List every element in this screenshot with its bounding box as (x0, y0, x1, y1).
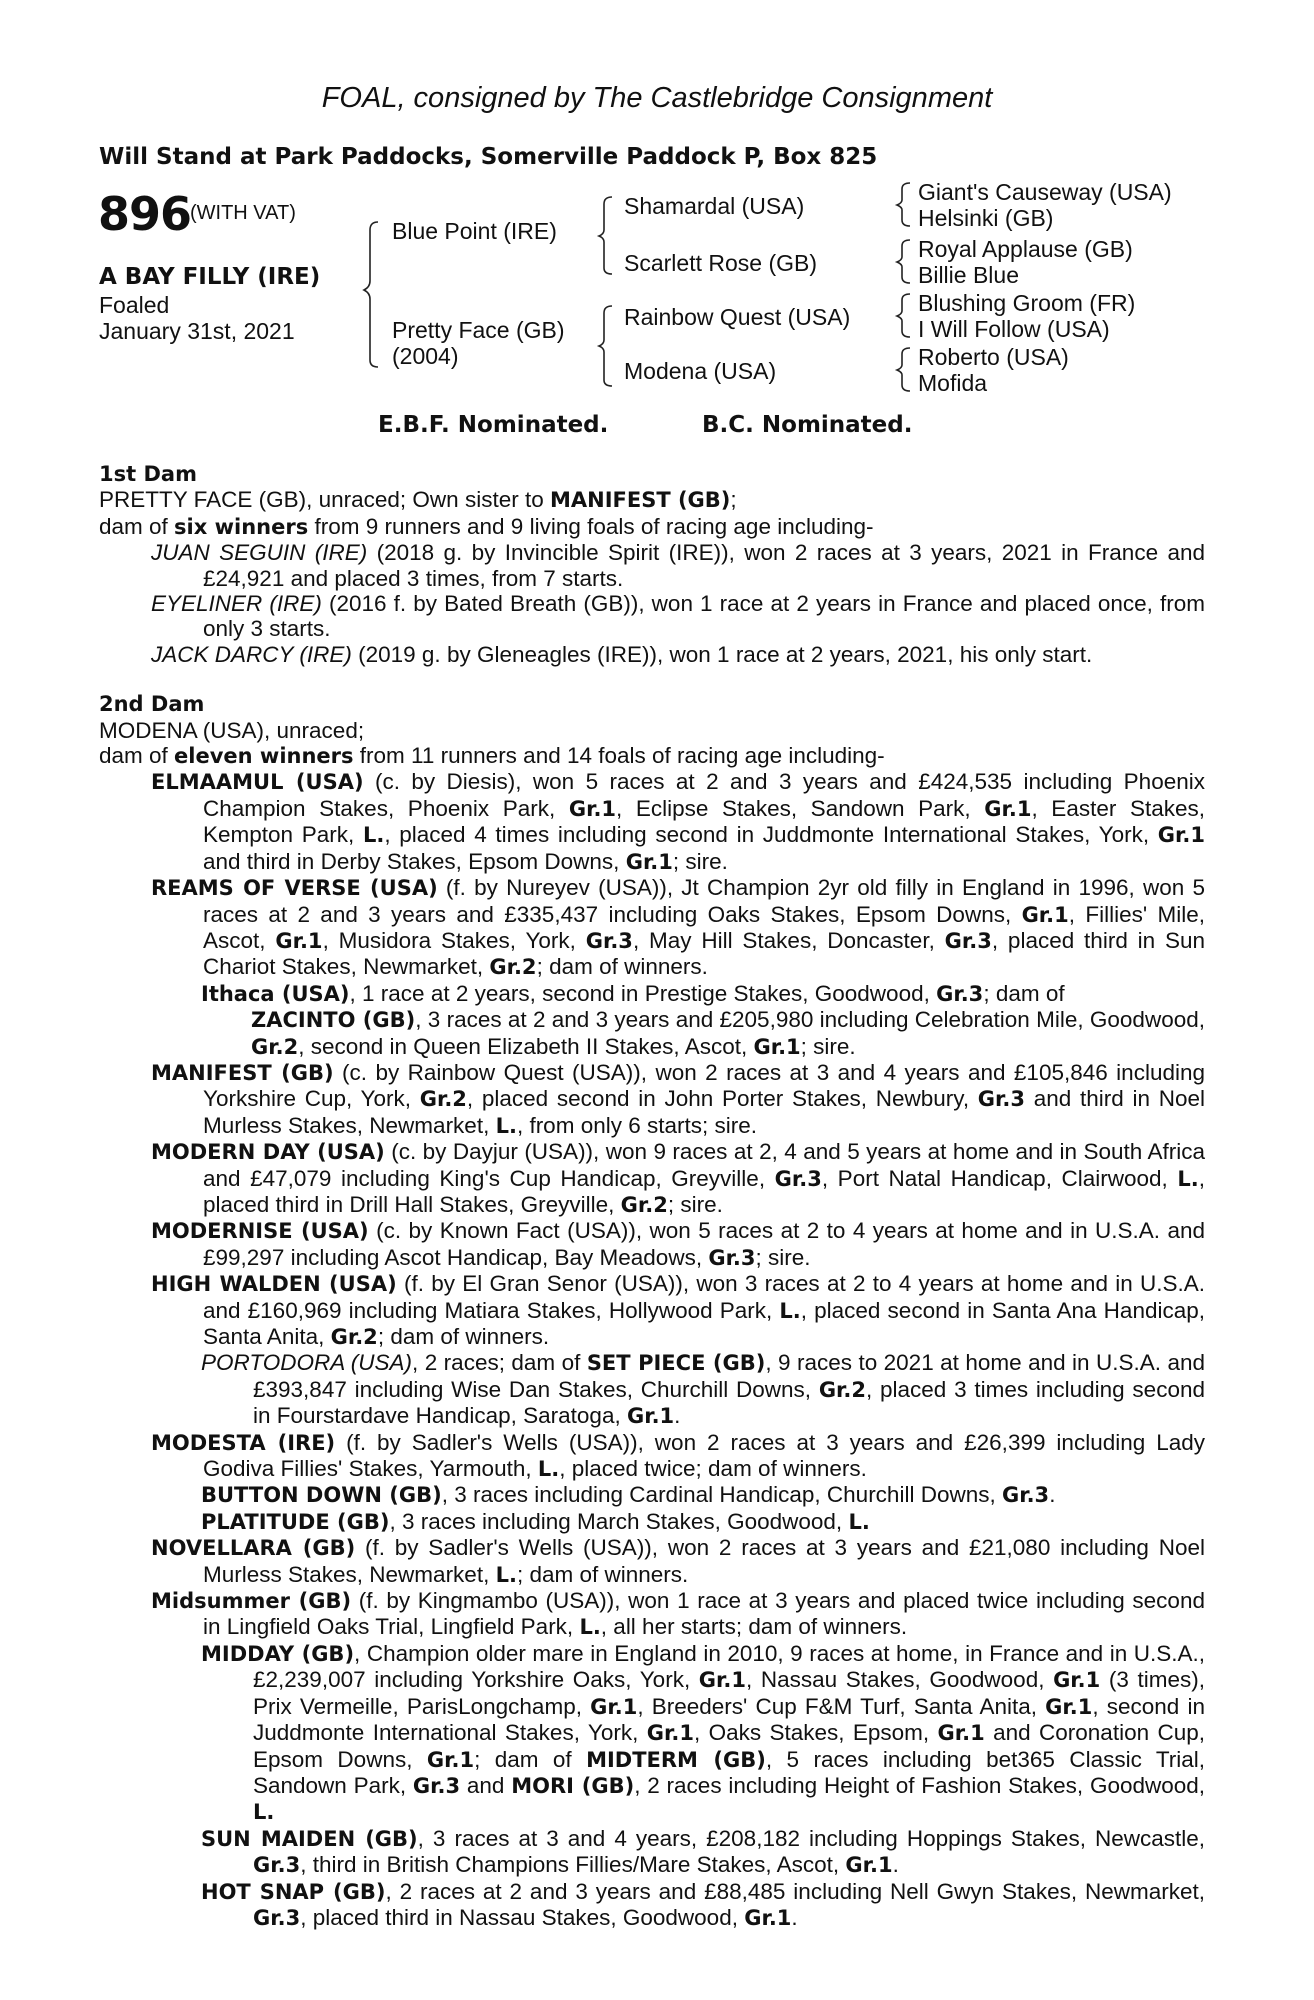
vat-note: (WITH VAT) (190, 202, 296, 224)
bc-nomination: B.C. Nominated. (702, 412, 913, 438)
pedigree-dam: Pretty Face (GB) (392, 317, 565, 343)
produce-entry: MIDDAY (GB), Champion older mare in England in 2010, 9 races at home, in France and in U.S.A., £2,239,007 including Yorkshire Oaks, York, Gr.1, Nassau Stakes, Goodwood, Gr.1 (3 times), Prix Vermeille, ParisLongchamp, Gr.1, Breeders' Cup F&M Turf, Santa Anita, Gr.1, second in Juddmonte International Stakes, York, Gr.1, Oaks Stakes, Epsom, Gr.1 and Coronation Cup, Epsom Downs, Gr.1; dam of MIDTERM (GB), 5 races including bet365 Classic Trial, Sandown Park, Gr.3 and MORI (GB), 2 races including Height of Fashion Stakes, Goodwood, L. (201, 1640, 1206, 1825)
pedigree-dam-dam: Modena (USA) (624, 358, 777, 384)
produce-entry: ELMAAMUL (USA) (c. by Diesis), won 5 races at 2 and 3 years and £424,535 including Phoenix Champion Stakes, Phoenix Park, Gr.1, Eclipse Stakes, Sandown Park, Gr.1, Easter Stakes, Kempton Park, L., placed 4 times including second in Juddmonte International Stakes, York, Gr.1 and third in Derby Stakes, Epsom Downs, Gr.1; sire. (151, 769, 1205, 874)
pedigree-sds: Royal Applause (GB) (918, 236, 1133, 262)
produce-entry: NOVELLARA (GB) (f. by Sadler's Wells (USA)), won 2 races at 3 years and £21,080 including Noel Murless Stakes, Newmarket, L.; dam of winners. (151, 1535, 1205, 1587)
pedigree-ddd: Mofida (918, 370, 988, 396)
produce-entry: JUAN SEGUIN (IRE) (2018 g. by Invincible Spirit (IRE)), won 2 races at 3 years, 2021 in France and £24,921 and placed 3 times, from 7 starts. (151, 540, 1205, 591)
produce-entry: HOT SNAP (GB), 2 races at 2 and 3 years and £88,485 including Nell Gwyn Stakes, Newmarket, Gr.3, placed third in Nassau Stakes, Goodwood, Gr.1. (201, 1878, 1205, 1930)
produce-entry: Midsummer (GB) (f. by Kingmambo (USA)), won 1 race at 3 years and placed twice including second in Lingfield Oaks Trial, Lingfield Park, L., all her starts; dam of winners. (151, 1588, 1205, 1640)
gen1-bracket (364, 222, 378, 367)
produce-entry: REAMS OF VERSE (USA) (f. by Nureyev (USA)), Jt Champion 2yr old filly in England in 1996, won 5 races at 2 and 3 years and £335,437 including Oaks Stakes, Epsom Downs, Gr.1, Fillies' Mile, Ascot, Gr.1, Musidora Stakes, York, Gr.3, May Hill Stakes, Doncaster, Gr.3, placed third in Sun Chariot Stakes, Newmarket, Gr.2; dam of winners. (151, 875, 1206, 980)
pedigree-sdd: Billie Blue (918, 262, 1019, 288)
produce-entry: MODERNISE (USA) (c. by Known Fact (USA)), won 5 races at 2 to 4 years at home and in U.S.A. and £99,297 including Ascot Handicap, Bay Meadows, Gr.3; sire. (151, 1218, 1205, 1270)
pedigree-dds: Roberto (USA) (918, 344, 1069, 370)
produce-entry: ZACINTO (GB), 3 races at 2 and 3 years and £205,980 including Celebration Mile, Goodwood, Gr.2, second in Queen Elizabeth II Stakes, Ascot, Gr.1; sire. (251, 1007, 1205, 1059)
produce-entry: Ithaca (USA), 1 race at 2 years, second in Prestige Stakes, Goodwood, Gr.3; dam of (201, 980, 1065, 1006)
produce-entry: PLATITUDE (GB), 3 races including March Stakes, Goodwood, L. (201, 1508, 870, 1534)
foaled-label: Foaled (99, 292, 170, 318)
produce-entry: PORTODORA (USA), 2 races; dam of SET PIECE (GB), 9 races to 2021 at home and in U.S.A. and £393,847 including Wise Dan Stakes, Churchill Downs, Gr.2, placed 3 times including second in Fourstardave Handicap, Saratoga, Gr.1. (201, 1350, 1205, 1429)
catalogue-body (99, 462, 1205, 1931)
pedigree-dam-year: (2004) (392, 343, 459, 369)
produce-entry: EYELINER (IRE) (2016 f. by Bated Breath (GB)), won 1 race at 2 years in France and placed once, from only 3 starts. (151, 591, 1205, 642)
produce-entry: JACK DARCY (IRE) (2019 g. by Gleneagles (IRE)), won 1 race at 2 years, 2021, his only start. (151, 641, 1093, 667)
foaled-date: January 31st, 2021 (99, 318, 295, 344)
pedigree-sire-dam: Scarlett Rose (GB) (624, 250, 817, 276)
produce-entry: SUN MAIDEN (GB), 3 races at 3 and 4 years, £208,182 including Hoppings Stakes, Newcastle, Gr.3, third in British Champions Fillies/Mare Stakes, Ascot, Gr.1. (201, 1825, 1205, 1878)
produce-entry: MODERN DAY (USA) (c. by Dayjur (USA)), won 9 races at 2, 4 and 5 years at home and in South Africa and £47,079 including King's Cup Handicap, Greyville, Gr.3, Port Natal Handicap, Clairwood, L., placed third in Drill Hall Stakes, Greyville, Gr.2; sire. (151, 1139, 1206, 1217)
gen2-dam-bracket (599, 306, 612, 386)
pedigree-dss: Blushing Groom (FR) (918, 290, 1136, 316)
gen2-sire-bracket (599, 197, 612, 274)
first-dam-line: PRETTY FACE (GB), unraced; Own sister to MANIFEST (GB); (99, 487, 737, 513)
pedigree-sire-sire: Shamardal (USA) (624, 193, 805, 219)
lot-number: 896 (98, 187, 192, 241)
pedigree-sire: Blue Point (IRE) (392, 218, 557, 244)
pedigree-sss: Giant's Causeway (USA) (918, 179, 1172, 205)
pedigree-dsd: I Will Follow (USA) (918, 316, 1110, 342)
produce-entry: HIGH WALDEN (USA) (f. by El Gran Senor (USA)), won 3 races at 2 to 4 years at home and in U.S.A. and £160,969 including Matiara Stakes, Hollywood Park, L., placed second in Santa Ana Handicap, Santa Anita, Gr.2; dam of winners. (151, 1271, 1206, 1349)
first-dam-produce-summary: dam of six winners from 9 runners and 9 living foals of racing age including- (99, 513, 874, 539)
pedigree-ssd: Helsinki (GB) (918, 205, 1054, 231)
pedigree-dam-sire: Rainbow Quest (USA) (624, 304, 851, 330)
ebf-nomination: E.B.F. Nominated. (378, 412, 609, 438)
first-dam-heading: 1st Dam (99, 462, 197, 486)
horse-name: A BAY FILLY (IRE) (99, 264, 321, 290)
produce-entry: BUTTON DOWN (GB), 3 races including Cardinal Handicap, Churchill Downs, Gr.3. (201, 1482, 1056, 1508)
stand-location: Will Stand at Park Paddocks, Somerville Paddock P, Box 825 (99, 144, 878, 170)
second-dam-heading: 2nd Dam (99, 692, 205, 717)
second-dam-line: MODENA (USA), unraced; (99, 717, 365, 743)
produce-entry: MANIFEST (GB) (c. by Rainbow Quest (USA)), won 2 races at 3 and 4 years and £105,846 including Yorkshire Cup, York, Gr.2, placed second in John Porter Stakes, Newbury, Gr.3 and third in Noel Murless Stakes, Newmarket, L., from only 6 starts; sire. (151, 1059, 1205, 1138)
catalogue-header: FOAL, consigned by The Castlebridge Consignment (321, 82, 993, 114)
produce-entry: MODESTA (IRE) (f. by Sadler's Wells (USA)), won 2 races at 3 years and £26,399 including Lady Godiva Fillies' Stakes, Yarmouth, L., placed twice; dam of winners. (151, 1429, 1205, 1482)
second-dam-produce-summary: dam of eleven winners from 11 runners and 14 foals of racing age including- (99, 743, 885, 769)
